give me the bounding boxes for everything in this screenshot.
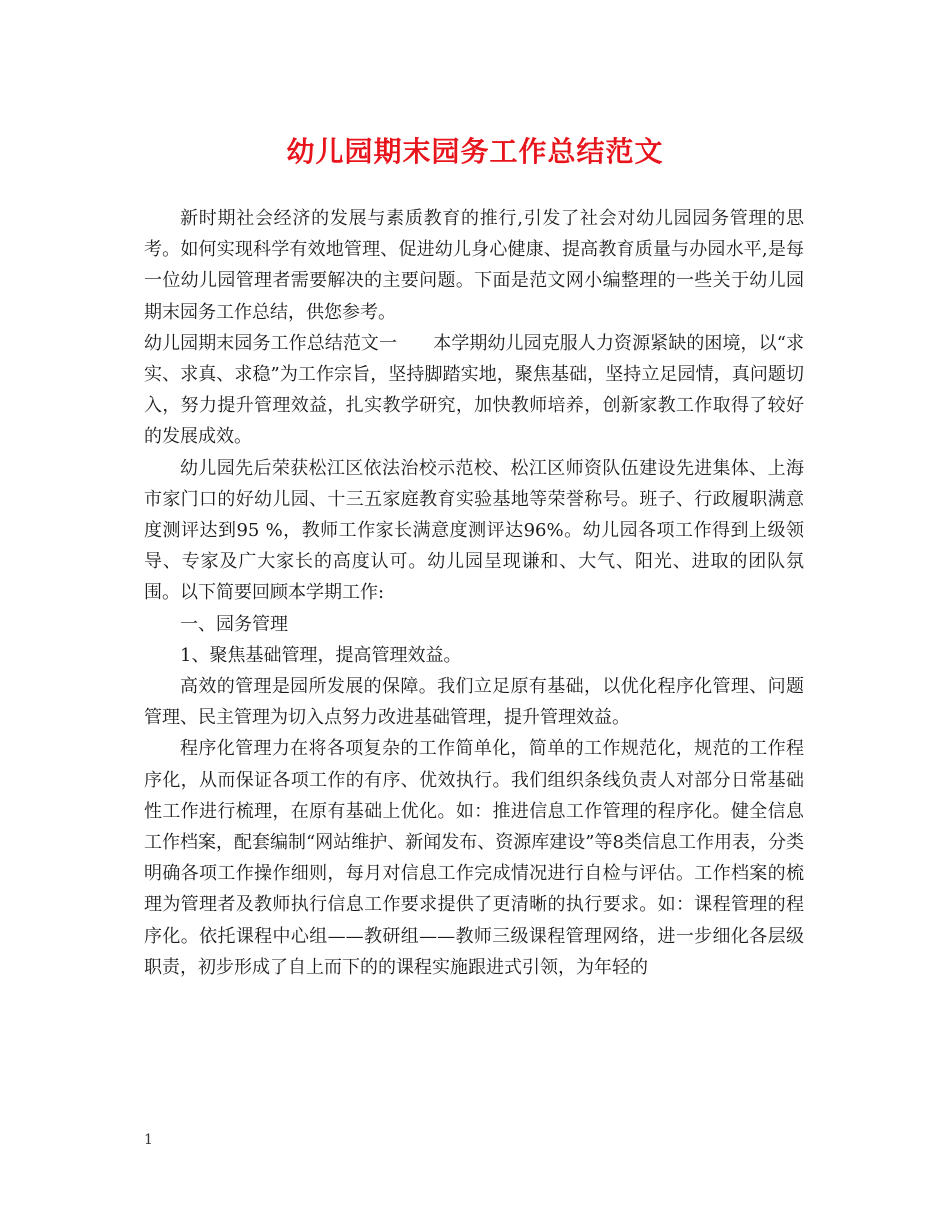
- paragraph: 高效的管理是园所发展的保障。我们立足原有基础，以优化程序化管理、问题管理、民主管理为切入点努力改进基础管理，提升管理效益。: [144, 676, 804, 729]
- document-title: 幼儿园期末园务工作总结范文: [286, 135, 664, 168]
- paragraph: 幼儿园先后荣获松江区依法治校示范校、松江区师资队伍建设先进集体、上海市家门口的好幼儿园、十三五家庭教育实验基地等荣誉称号。班子、行政履职满意度测评达到95 %，教师工作家长满意度测评达96%。幼儿园各项工作得到上级领导、专家及广大家长的高度认可。幼儿园呈现谦和、大气、阳光、进取的团队氛围。以下简要回顾本学期工作:: [144, 457, 804, 604]
- paragraph: 程序化管理力在将各项复杂的工作简单化，简单的工作规范化，规范的工作程序化，从而保证各项工作的有序、优效执行。我们组织条线负责人对部分日常基础性工作进行梳理，在原有基础上优化。如：推进信息工作管理的程序化。健全信息工作档案，配套编制“网站维护、新闻发布、资源库建设”等8类信息工作用表，分类明确各项工作操作细则，每月对信息工作完成情况进行自检与评估。工作档案的梳理为管理者及教师执行信息工作要求提供了更清晰的执行要求。如：课程管理的程序化。依托课程中心组——教研组——教师三级课程管理网络，进一步细化各层级职责，初步形成了自上而下的的课程实施跟进式引领，为年轻的: [144, 738, 804, 978]
- paragraph: 幼儿园期末园务工作总结范文一 本学期幼儿园克服人力资源紧缺的困境，以“求实、求真、求稳”为工作宗旨，坚持脚踏实地，聚焦基础，坚持立足园情，真问题切入，努力提升管理效益，扎实教学研究，加快教师培养，创新家教工作取得了较好的发展成效。: [144, 332, 804, 448]
- section-heading: 一、园务管理: [180, 613, 288, 635]
- paragraph: 新时期社会经济的发展与素质教育的推行,引发了社会对幼儿园园务管理的思考。如何实现科学有效地管理、促进幼儿身心健康、提高教育质量与办园水平,是每一位幼儿园管理者需要解决的主要问题。下面是范文网小编整理的一些关于幼儿园期末园务工作总结，供您参考。: [144, 208, 804, 323]
- subsection-heading: 1、聚焦基础管理，提高管理效益。: [180, 644, 462, 666]
- page-number: 1: [144, 1132, 153, 1148]
- document-body: [144, 203, 804, 983]
